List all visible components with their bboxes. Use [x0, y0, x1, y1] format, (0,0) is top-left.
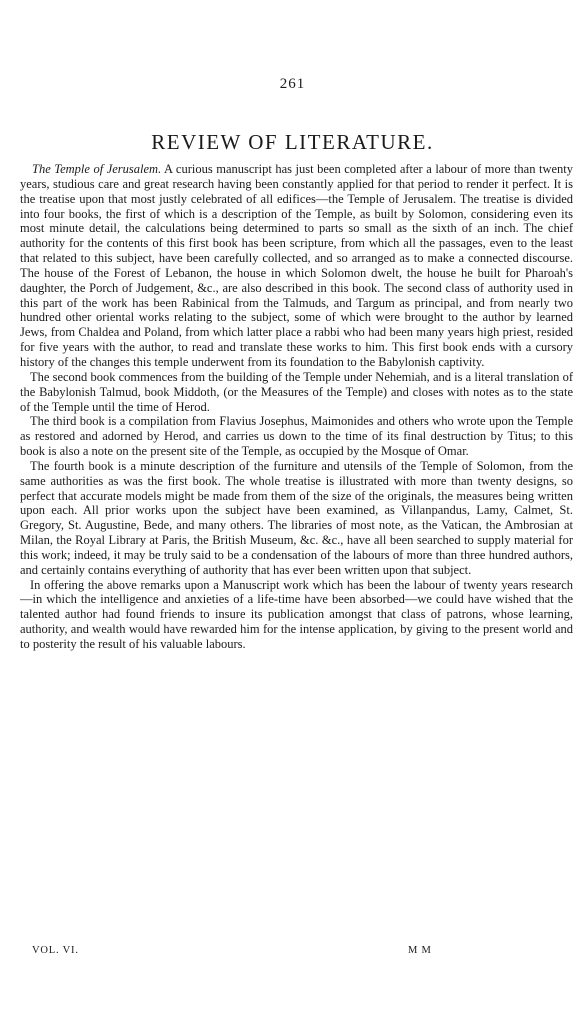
- paragraph-3: The third book is a compilation from Flavius Josephus, Maimonides and others who wrote upon the Temple as restored and adorned by Herod, and carries us down to the time of its final destruction by Titus; to this book is also a note on the present site of the Temple, as occupied by the Mosque of Omar.: [20, 414, 573, 459]
- page-title: REVIEW OF LITERATURE.: [151, 130, 434, 154]
- signature-mark: M M: [408, 945, 432, 956]
- volume-label: VOL. VI.: [32, 945, 79, 956]
- paragraph-2: The second book commences from the building of the Temple under Nehemiah, and is a literal translation of the Babylonish Talmud, book Middoth, (or the Measures of the Temple) and closes with notes as to the state of the Temple until the time of Herod.: [20, 369, 573, 414]
- paragraph-4: The fourth book is a minute description of the furniture and utensils of the Temple of Solomon, from the same authorities as was the first book. The whole treatise is illustrated with more than twenty designs, so perfect that accurate models might be made from them of the size of the originals, the measures being written upon each. All prior works upon the subject have been examined, as Villanpandus, Lamy, Calmet, St. Gregory, St. Augustine, Bede, and many others. The libraries of most note, as the Vatican, the Ambrosian at Milan, the Royal Library at Paris, the British Museum, &c. &c., have all been searched to supply material for this work; indeed, it may be truly said to be a condensation of the labours of more than three hundred authors, and certainly contains everything of authority that has ever been written upon that subject.: [20, 458, 573, 577]
- article-lead-title: The Temple of Jerusalem.: [32, 162, 162, 176]
- paragraph-1-text: A curious manuscript has just been completed after a labour of more than twenty years, studious care and great research having been constantly applied for that period to render it perfect. It is the treatise upon that most justly celebrated of all edifices—the Temple of Jerusalem. The treatise is divided into four books, the first of which is a description of the Temple, as built by Solomon, considering even its most minute detail, the calculations being determined to parts so small as the sixth of an inch. The chief authority for the contents of this first book has been scripture, from which all the passages, even to the least that related to this subject, have been carefully collected, and so arranged as to make a connected discourse. The house of the Forest of Lebanon, the house in which Solomon dwelt, the house he built for Pharoah's daughter, the Porch of Judgement, &c., are also described in this book. The second class of authority used in this part of the work has been Rabinical from the Talmuds, and Targum as principal, and from nearly two hundred other oriental works relating to the subject, some of which were brought to the author by learned Jews, from Chaldea and Poland, from which latter place a rabbi who had been many years high priest, resided for five years with the author, to read and translate these works to him. This first book ends with a cursory history of the changes this temple underwent from its foundation to the Babylonish captivity.: [20, 162, 574, 369]
- paragraph-1: [20, 162, 573, 370]
- page-number: 261: [279, 76, 306, 92]
- paragraph-5: In offering the above remarks upon a Manuscript work which has been the labour of twenty years research—in which the intelligence and anxieties of a life-time have been absorbed—we could have wished that the talented author had found friends to insure its publication amongst that class of patrons, whose learning, authority, and wealth would have rewarded him for the intense application, by giving to the present world and to posterity the result of his valuable labours.: [20, 577, 573, 651]
- article-body: [20, 162, 573, 652]
